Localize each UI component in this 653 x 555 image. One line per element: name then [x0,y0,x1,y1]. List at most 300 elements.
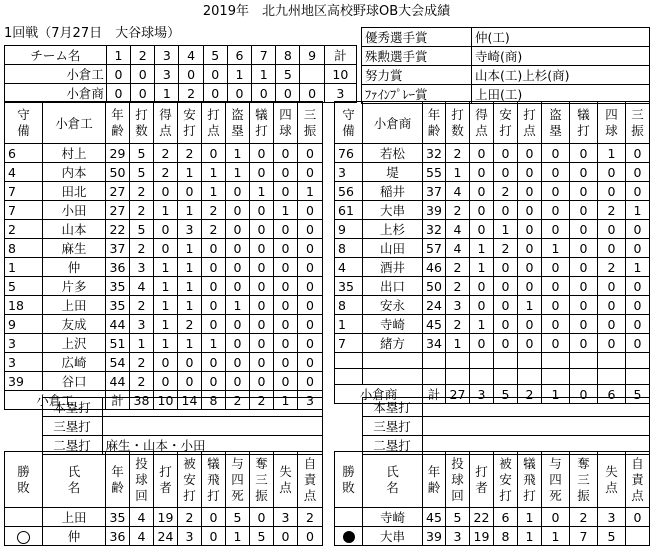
stat-h: 1 [178,239,202,258]
team-name-header: 小倉工 [43,102,106,144]
stat-rbi: 1 [202,163,226,182]
stat-so: 0 [626,239,650,258]
stat-r: 0 [470,296,494,315]
team-name: 小倉工 [5,65,107,84]
pitch-bb: 1 [226,527,250,546]
stat-sac: 0 [570,220,598,239]
header-pitch-stat: 与 四 死 [226,452,250,508]
total-sac: 2 [250,391,274,410]
header-position: 守 備 [5,102,43,144]
stat-r: 1 [154,334,178,353]
totals-team-name: 小倉商 [335,385,423,404]
stat-age: 22 [106,220,130,239]
player-row [5,144,323,163]
empty-cell [494,353,518,369]
player-position: 61 [335,201,363,220]
pitch-h: 2 [178,508,202,527]
extra-spacer [4,417,42,436]
pitcher-row [335,508,650,527]
stat-rbi: 0 [518,277,542,296]
pitch-so: 2 [570,508,598,527]
award-label: 殊勲選手賞 [362,47,472,66]
stat-age: 35 [106,277,130,296]
pitch-bb: 1 [542,527,570,546]
stat-ab: 3 [130,258,154,277]
inning-score: 0 [203,65,227,84]
stat-so: 0 [298,258,323,277]
total-sb: 2 [226,391,250,410]
empty-cell [335,353,363,369]
pitch-result [335,527,363,546]
inning-score: 2 [179,84,203,103]
player-name: 上沢 [43,334,106,353]
stat-r: 0 [154,182,178,201]
stat-r: 1 [154,296,178,315]
stat-ab: 5 [130,163,154,182]
header-pitch-stat: 自 責 点 [298,452,323,508]
stat-h: 1 [178,277,202,296]
stat-sac: 0 [250,315,274,334]
stat-so: 0 [298,144,323,163]
award-value: 山本(工)上杉(商) [472,66,650,85]
pitcher-row [5,508,323,527]
player-row [5,220,323,239]
player-row [5,201,323,220]
empty-cell [626,353,650,369]
stat-rbi: 0 [202,277,226,296]
pitch-bf: 19 [154,508,178,527]
stat-rbi: 0 [202,258,226,277]
header-pitch-stat: 被 安 打 [178,452,202,508]
player-row [5,334,323,353]
award-row [362,66,650,85]
header-stat: 安 打 [178,102,202,144]
stat-r: 1 [154,258,178,277]
stat-bb: 0 [274,277,298,296]
empty-cell [363,353,423,369]
stat-rbi: 0 [202,239,226,258]
empty-cell [570,353,598,369]
player-name: 片多 [43,277,106,296]
header-stat: 打 点 [518,102,542,144]
stat-rbi: 2 [202,220,226,239]
header-stat: 三 振 [626,102,650,144]
inning-score: 1 [227,65,251,84]
player-row [335,315,650,334]
stat-age: 50 [106,163,130,182]
player-name: 上田 [43,296,106,315]
stat-ab: 2 [130,201,154,220]
player-name: 堤 [363,163,423,182]
stat-h: 0 [178,353,202,372]
stat-r: 0 [470,163,494,182]
stat-ab: 1 [446,163,470,182]
stat-bb: 0 [274,163,298,182]
stat-h: 1 [178,163,202,182]
stat-ab: 2 [130,353,154,372]
total-score: 10 [324,65,356,84]
header-pitcher-name: 氏 名 [363,452,423,508]
stat-rbi: 1 [518,296,542,315]
stat-r: 0 [470,182,494,201]
pitcher-name: 寺崎 [363,508,423,527]
pitch-result [335,508,363,527]
stat-bb: 0 [598,182,626,201]
extra-hit-label: 本塁打 [362,398,422,417]
extra-hit-players [102,417,322,436]
player-position: 1 [5,258,43,277]
stat-so: 1 [626,258,650,277]
total-bb: 6 [598,385,626,404]
stat-ab: 4 [130,277,154,296]
linescore-header-cell: 5 [203,46,227,65]
stat-bb: 2 [598,201,626,220]
pitch-sac: 1 [518,527,542,546]
stat-r: 1 [470,315,494,334]
player-position: 39 [5,372,43,391]
player-row [335,220,650,239]
stat-r: 0 [470,334,494,353]
player-row [335,239,650,258]
stat-age: 37 [106,239,130,258]
player-name: 仲 [43,258,106,277]
stat-r: 1 [470,258,494,277]
stat-r: 0 [154,239,178,258]
pitching-header [335,452,650,508]
stat-sb: 0 [542,201,570,220]
stat-sb: 0 [226,372,250,391]
header-pitch-stat: 年 齢 [106,452,130,508]
award-row [362,47,650,66]
player-name: 広崎 [43,353,106,372]
player-row [335,258,650,277]
stat-sb: 0 [542,220,570,239]
pitcher-row [5,527,323,546]
stat-h: 3 [178,220,202,239]
header-stat: 安 打 [494,102,518,144]
total-sac: 0 [570,385,598,404]
extra-spacer [4,398,42,417]
stat-ab: 5 [130,144,154,163]
player-position: 7 [5,201,43,220]
player-name: 出口 [363,277,423,296]
loss-mark-icon [343,531,355,543]
header-stat: 打 数 [446,102,470,144]
header-stat: 三 振 [298,102,323,144]
empty-cell [470,369,494,385]
pitch-bb: 5 [226,508,250,527]
stat-ab: 4 [446,239,470,258]
linescore-row [5,65,357,84]
stat-so: 0 [626,334,650,353]
header-stat: 年 齢 [423,102,446,144]
header-stat: 年 齢 [106,102,130,144]
win-mark-icon [17,531,30,544]
stat-sb: 0 [226,239,250,258]
stat-h: 1 [494,220,518,239]
stat-ab: 3 [446,296,470,315]
pitch-er: 0 [298,527,323,546]
player-name: 酒井 [363,258,423,277]
total-score: 3 [324,84,356,103]
player-name: 若松 [363,144,423,163]
stat-r: 1 [470,239,494,258]
stat-rbi: 0 [202,144,226,163]
stat-h: 1 [178,258,202,277]
extra-hit-row [334,398,649,417]
total-rbi: 8 [202,391,226,410]
pitch-h: 3 [178,527,202,546]
stat-so: 0 [298,163,323,182]
totals-label: 計 [423,385,446,404]
inning-score: 0 [227,84,251,103]
header-stat: 打 数 [130,102,154,144]
stat-age: 39 [423,201,446,220]
extra-hit-players [422,417,649,436]
stat-ab: 2 [446,201,470,220]
empty-cell [598,369,626,385]
empty-cell [423,369,446,385]
stat-so: 0 [626,163,650,182]
stat-r: 2 [154,144,178,163]
stat-sb: 0 [226,353,250,372]
stat-sac: 0 [250,334,274,353]
total-ab: 38 [130,391,154,410]
stat-sac: 0 [250,163,274,182]
extra-hit-label: 二塁打 [362,436,422,455]
stat-bb: 0 [598,296,626,315]
extra-hit-row [4,417,322,436]
extra-hits-kokura-sho [334,397,650,455]
empty-cell [518,353,542,369]
stat-bb: 0 [598,277,626,296]
header-pitch-stat: 奪 三 振 [250,452,274,508]
stat-rbi: 0 [518,258,542,277]
stat-h: 0 [494,163,518,182]
total-rbi: 2 [518,385,542,404]
header-stat: 盗 塁 [226,102,250,144]
player-row [335,334,650,353]
header-pitch-stat: 自 責 点 [626,452,650,508]
player-position: 3 [335,163,363,182]
stat-age: 46 [423,258,446,277]
empty-cell [423,353,446,369]
stat-rbi: 0 [202,296,226,315]
stat-bb: 0 [274,315,298,334]
player-position: 6 [5,144,43,163]
player-position: 7 [5,182,43,201]
stat-so: 0 [298,296,323,315]
stat-age: 35 [106,296,130,315]
header-stat: 犠 打 [570,102,598,144]
extra-hit-row [334,417,649,436]
player-name: 麻生 [43,239,106,258]
empty-cell [598,353,626,369]
header-position: 守 備 [335,102,363,144]
pitch-result [5,527,43,546]
pitch-h: 6 [494,508,518,527]
stat-sac: 0 [250,296,274,315]
stat-rbi: 1 [202,182,226,201]
player-name: 寺崎 [363,315,423,334]
award-label: 優秀選手賞 [362,28,472,47]
player-position: 4 [5,163,43,182]
header-pitch-stat: 失 点 [274,452,298,508]
stat-ab: 2 [130,239,154,258]
header-pitch-stat: 打 者 [154,452,178,508]
pitching-header [5,452,323,508]
stat-sac: 0 [250,372,274,391]
empty-cell [363,369,423,385]
stat-ab: 4 [446,220,470,239]
stat-bb: 0 [274,258,298,277]
stat-sb: 0 [226,182,250,201]
stat-ab: 2 [130,372,154,391]
totals-team-name: 小倉工 [5,391,106,410]
pitcher-name: 大串 [363,527,423,546]
stat-rbi: 0 [202,372,226,391]
header-pitch-stat: 犠 飛 打 [202,452,226,508]
stat-sb: 1 [226,163,250,182]
empty-cell [518,369,542,385]
inning-score: 0 [131,84,155,103]
stat-sac: 1 [250,182,274,201]
header-pitch-stat: 勝 敗 [5,452,43,508]
linescore-header-cell: 7 [252,46,276,65]
stat-sac: 0 [250,277,274,296]
stat-ab: 5 [130,220,154,239]
linescore-header-cell: 8 [276,46,300,65]
award-value: 寺崎(商) [472,47,650,66]
stat-so: 0 [298,201,323,220]
stat-age: 51 [106,334,130,353]
stat-bb: 0 [274,296,298,315]
stat-r: 0 [470,201,494,220]
inning-score: 0 [252,84,276,103]
inning-score [300,65,324,84]
stat-sac: 0 [570,239,598,258]
stat-bb: 0 [598,163,626,182]
linescore-header-cell: 2 [131,46,155,65]
stat-sb: 0 [226,258,250,277]
total-h: 14 [178,391,202,410]
total-h: 5 [494,385,518,404]
pitch-er: 0 [626,508,650,527]
header-pitch-stat: 被 安 打 [494,452,518,508]
extra-hit-players: 麻生・山本・小田 [102,436,322,455]
stat-age: 44 [106,372,130,391]
empty-cell [335,369,363,385]
team-name: 小倉商 [5,84,107,103]
stat-sb: 0 [542,277,570,296]
stat-ab: 2 [446,315,470,334]
stat-sac: 0 [250,201,274,220]
player-position: 9 [335,220,363,239]
linescore-header-cell: 4 [179,46,203,65]
stat-so: 0 [626,144,650,163]
pitch-result [5,508,43,527]
header-stat: 得 点 [470,102,494,144]
stat-sac: 0 [570,258,598,277]
inning-score: 0 [300,84,324,103]
pitch-ip: 3 [446,527,470,546]
empty-cell [446,369,470,385]
player-row-empty [335,353,650,369]
stat-h: 0 [494,296,518,315]
stat-rbi: 1 [202,334,226,353]
award-row [362,28,650,47]
stat-sac: 0 [250,258,274,277]
header-stat: 打 点 [202,102,226,144]
extra-spacer [334,417,362,436]
empty-cell [542,369,570,385]
stat-r: 0 [470,220,494,239]
stat-sb: 1 [226,296,250,315]
player-name: 友成 [43,315,106,334]
pitch-age: 35 [106,508,130,527]
header-pitch-stat: 打 者 [470,452,494,508]
header-stat: 盗 塁 [542,102,570,144]
inning-score: 3 [155,65,179,84]
stat-age: 57 [423,239,446,258]
pitch-age: 39 [423,527,446,546]
stat-so: 0 [626,182,650,201]
linescore-header-cell: 3 [155,46,179,65]
stat-sac: 0 [570,277,598,296]
stat-ab: 2 [446,277,470,296]
linescore-header-cell: 計 [324,46,356,65]
extra-hits-kokura-kou [4,397,323,455]
extra-hit-players [102,398,322,417]
player-row [5,315,323,334]
stat-so: 0 [298,277,323,296]
pitch-so: 0 [250,508,274,527]
total-ab: 27 [446,385,470,404]
stat-so: 0 [626,277,650,296]
stat-rbi: 0 [518,163,542,182]
stat-sb: 1 [542,239,570,258]
stat-h: 0 [494,258,518,277]
player-row [5,277,323,296]
stat-r: 2 [154,163,178,182]
stat-r: 0 [154,220,178,239]
stat-sac: 0 [570,144,598,163]
stat-sb: 0 [542,296,570,315]
player-row [5,239,323,258]
header-pitch-stat: 勝 敗 [335,452,363,508]
pitching-table-kokura-sho [334,451,650,546]
player-position: 7 [335,334,363,353]
stat-sb: 0 [542,334,570,353]
player-row [335,296,650,315]
stat-ab: 2 [130,296,154,315]
extra-hit-label: 二塁打 [42,436,102,455]
stat-so: 0 [298,220,323,239]
empty-cell [542,353,570,369]
stat-age: 37 [423,182,446,201]
player-position: 2 [5,220,43,239]
stat-rbi: 0 [202,353,226,372]
empty-cell [626,369,650,385]
stat-h: 2 [178,144,202,163]
stat-age: 55 [423,163,446,182]
linescore-row [5,84,357,103]
stat-age: 29 [106,144,130,163]
player-name: 大串 [363,201,423,220]
stat-sac: 0 [250,144,274,163]
total-bb: 1 [274,391,298,410]
stat-sac: 0 [570,163,598,182]
